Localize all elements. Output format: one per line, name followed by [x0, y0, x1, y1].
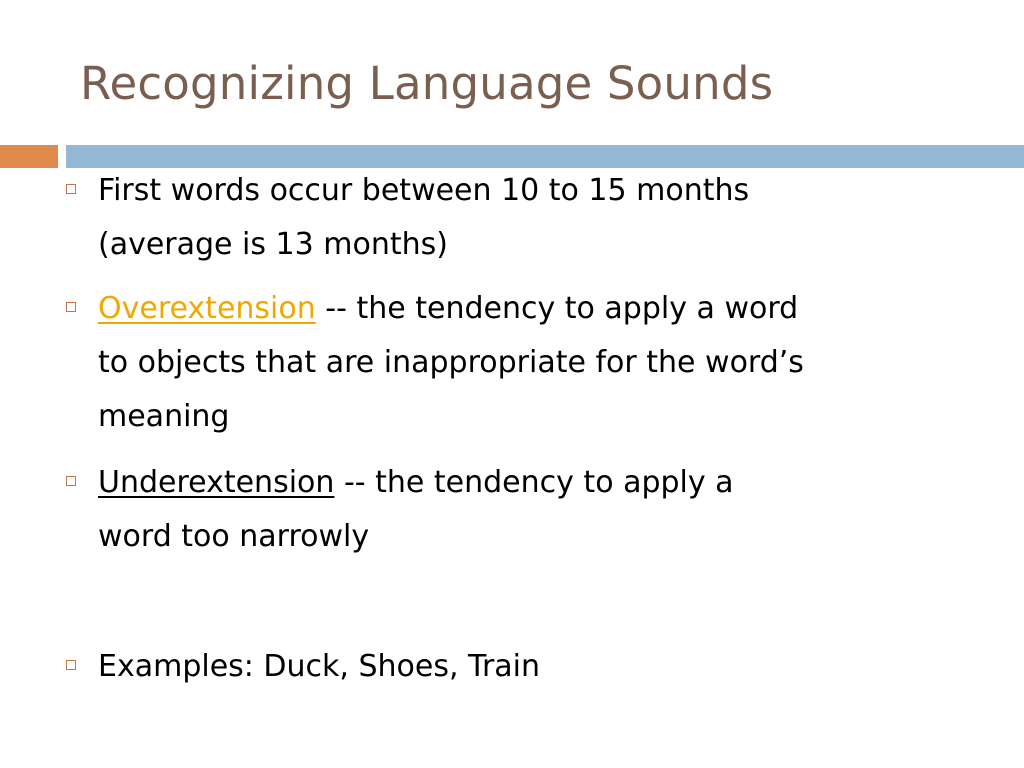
bullet-line: to objects that are inappropriate for the word’s	[98, 345, 804, 380]
slide-title: Recognizing Language Sounds	[80, 57, 774, 110]
underextension-term: Underextension	[98, 465, 335, 500]
accent-bar	[0, 145, 58, 168]
bullet-line: First words occur between 10 to 15 months	[98, 173, 750, 208]
square-bullet-icon	[66, 302, 76, 312]
bullet-line: meaning	[98, 399, 230, 434]
bullet-text	[98, 640, 966, 694]
bullet-line: word too narrowly	[98, 519, 370, 554]
bullet-line	[98, 282, 966, 336]
bullet-text	[98, 456, 966, 564]
square-bullet-icon	[66, 476, 76, 486]
bullet-line: Examples: Duck, Shoes, Train	[98, 649, 541, 684]
square-bullet-icon	[66, 184, 76, 194]
bullet-line-rest: -- the tendency to apply a	[334, 465, 734, 500]
bullet-line: (average is 13 months)	[98, 227, 448, 262]
bullet-line	[98, 456, 966, 510]
square-bullet-icon	[66, 660, 76, 670]
bullet-text	[98, 164, 966, 272]
overextension-link[interactable]: Overextension	[98, 291, 316, 326]
bullet-line-rest: -- the tendency to apply a word	[315, 291, 799, 326]
bullet-text	[98, 282, 966, 444]
